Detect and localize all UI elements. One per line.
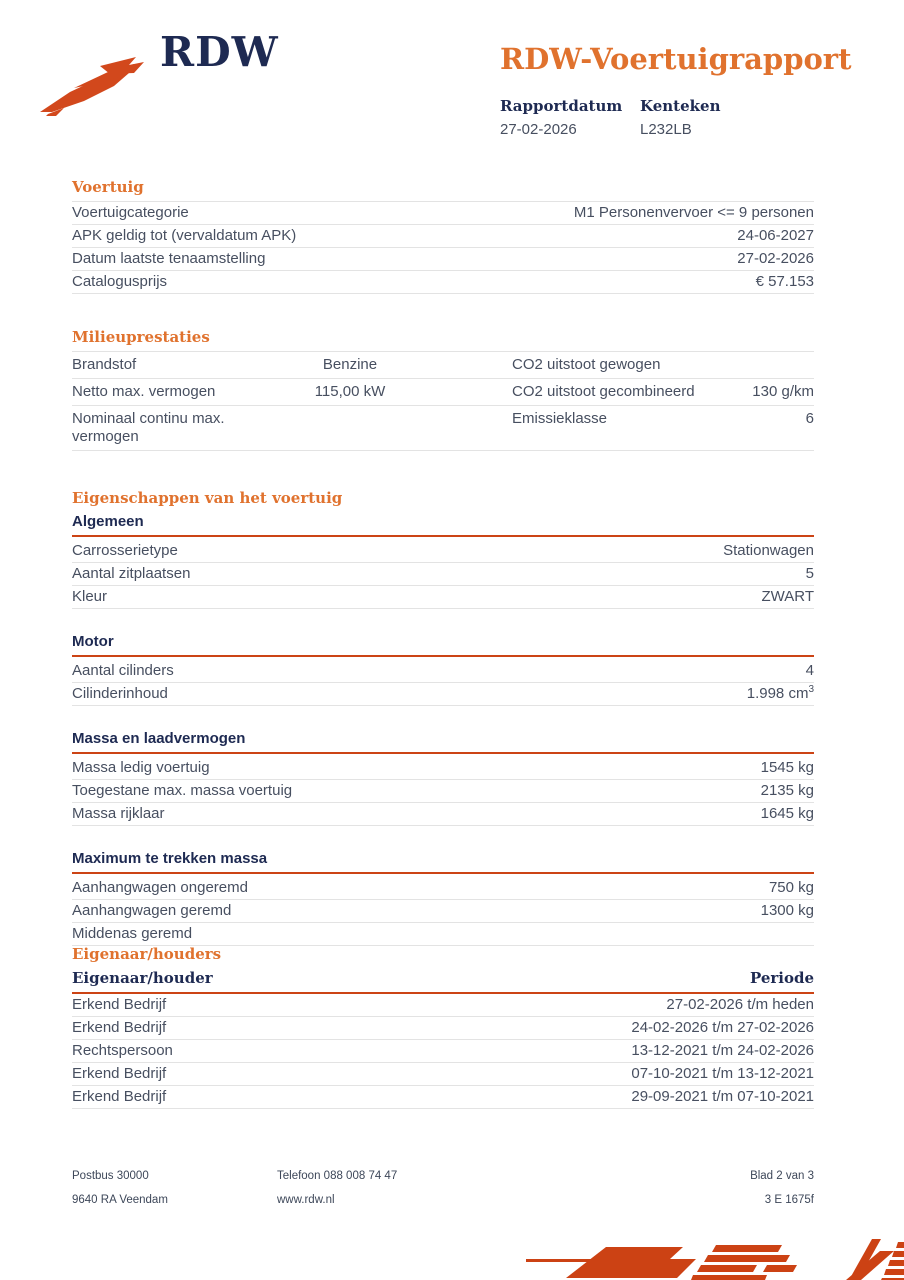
subsection-title: Maximum te trekken massa: [72, 851, 814, 874]
row-label: Aanhangwagen geremd: [72, 902, 232, 919]
row-value: Benzine: [322, 356, 378, 373]
row-label: Voertuigcategorie: [72, 204, 189, 221]
row-label: Aanhangwagen ongeremd: [72, 879, 248, 896]
row-value: M1 Personenvervoer <= 9 personen: [573, 204, 814, 221]
subsection-trekken-massa: [72, 851, 814, 946]
column-header-eigenaar: Eigenaar/houder: [72, 969, 213, 987]
row-label: Rechtspersoon: [72, 1042, 173, 1059]
row-value: 750 kg: [768, 879, 814, 896]
section-eigenaar-houders: [72, 947, 814, 1109]
row-label: Emissieklasse: [512, 410, 608, 427]
row-label: CO2 uitstoot gewogen: [512, 356, 661, 373]
subsection-title: Motor: [72, 634, 814, 657]
table-row: [72, 406, 814, 451]
subsection-motor: [72, 634, 814, 706]
row-label: APK geldig tot (vervaldatum APK): [72, 227, 297, 244]
table-row: [72, 1086, 814, 1109]
row-label: Brandstof: [72, 356, 137, 373]
table-row: [72, 660, 814, 683]
row-label: Massa ledig voertuig: [72, 759, 210, 776]
row-value: 5: [805, 565, 814, 582]
report-header: [500, 42, 852, 138]
row-value: 1545 kg: [760, 759, 814, 776]
massa-table: [72, 757, 814, 826]
footer-page-number: Blad 2 van 3: [750, 1170, 814, 1182]
row-value: € 57.153: [755, 273, 814, 290]
row-value: 24-06-2027: [737, 227, 814, 244]
row-value: 1300 kg: [760, 902, 814, 919]
row-label: Aantal zitplaatsen: [72, 565, 191, 582]
footer-website: www.rdw.nl: [277, 1194, 335, 1206]
table-row: [72, 586, 814, 609]
section-milieuprestaties: [72, 330, 814, 451]
section-title: Eigenaar/houders: [72, 945, 222, 963]
table-row: [72, 1063, 814, 1086]
row-value: 2135 kg: [760, 782, 814, 799]
report-meta: [500, 97, 830, 138]
footer-city: 9640 RA Veendam: [72, 1194, 168, 1206]
table-row: [72, 994, 814, 1017]
section-voertuig: [72, 180, 814, 294]
row-value: Stationwagen: [723, 542, 814, 559]
meta-value: 27-02-2026: [500, 121, 577, 138]
section-title: Voertuig: [72, 178, 144, 196]
meta-rapportdatum: [500, 97, 640, 138]
table-row: [72, 379, 814, 406]
column-header-periode: Periode: [749, 969, 814, 987]
row-value: 24-02-2026 t/m 27-02-2026: [631, 1019, 814, 1036]
row-label: Kleur: [72, 588, 108, 605]
table-row: [72, 923, 814, 946]
row-value: 6: [805, 410, 814, 427]
table-row: [72, 683, 814, 706]
row-label: Middenas geremd: [72, 925, 193, 942]
subsection-title: Algemeen: [72, 514, 814, 537]
row-value: 27-02-2026: [737, 250, 814, 267]
table-row: [72, 877, 814, 900]
footer-speed-stripes-icon: [520, 1234, 904, 1280]
footer-contact: [277, 1168, 750, 1216]
row-label: Erkend Bedrijf: [72, 1065, 167, 1082]
table-row: [72, 225, 814, 248]
row-value: 1645 kg: [760, 805, 814, 822]
row-label: Erkend Bedrijf: [72, 1019, 167, 1036]
table-row: [72, 248, 814, 271]
trekken-massa-table: [72, 877, 814, 946]
footer-doc-code: 3 E 1675f: [764, 1194, 814, 1206]
row-label: Aantal cilinders: [72, 662, 174, 679]
footer-phone: Telefoon 088 008 74 47: [277, 1170, 398, 1182]
meta-label: Rapportdatum: [500, 97, 623, 115]
row-label: Erkend Bedrijf: [72, 1088, 167, 1105]
row-label: Erkend Bedrijf: [72, 996, 167, 1013]
table-row: [72, 1040, 814, 1063]
page-footer: [72, 1168, 814, 1216]
row-value: 4: [805, 662, 814, 679]
row-value: 130 g/km: [752, 383, 814, 400]
page-title: RDW-Voertuigrapport: [500, 42, 852, 76]
section-title: Milieuprestaties: [72, 328, 210, 346]
subsection-title: Massa en laadvermogen: [72, 731, 814, 754]
motor-table: [72, 660, 814, 706]
table-row: [72, 757, 814, 780]
table-row: [72, 900, 814, 923]
row-value: 1.998 $cm^3$: [746, 684, 814, 702]
table-row: [72, 1017, 814, 1040]
subsection-massa: [72, 731, 814, 826]
section-title: Eigenschappen van het voertuig: [72, 489, 343, 507]
row-value: 13-12-2021 t/m 24-02-2026: [631, 1042, 814, 1059]
row-value: 115,00 kW: [314, 383, 386, 400]
row-label: Toegestane max. massa voertuig: [72, 782, 293, 799]
table-row: [72, 540, 814, 563]
table-row: [72, 271, 814, 294]
row-label: Massa rijklaar: [72, 805, 165, 822]
footer-pagination: [750, 1168, 814, 1216]
meta-kenteken: [640, 97, 780, 138]
subsection-algemeen: [72, 514, 814, 609]
row-label: Datum laatste tenaamstelling: [72, 250, 266, 267]
row-value: 27-02-2026 t/m heden: [666, 996, 814, 1013]
meta-value: L232LB: [640, 121, 692, 138]
row-value: 29-09-2021 t/m 07-10-2021: [631, 1088, 814, 1105]
section-eigenschappen: [72, 491, 814, 946]
voertuig-table: [72, 201, 814, 294]
table-row: [72, 352, 814, 379]
eigenaar-table-header: [72, 969, 814, 994]
rdw-logo-text: RDW: [160, 28, 279, 76]
row-label: Catalogusprijs: [72, 273, 168, 290]
footer-address: [72, 1168, 277, 1216]
row-label: Cilinderinhoud: [72, 685, 168, 702]
table-row: [72, 803, 814, 826]
milieu-table: [72, 351, 814, 451]
eigenaar-table: [72, 994, 814, 1109]
row-label: Nominaal continu max. vermogen: [72, 410, 225, 445]
footer-postbus: Postbus 30000: [72, 1170, 149, 1182]
table-row: [72, 563, 814, 586]
row-label: Netto max. vermogen: [72, 383, 216, 400]
rdw-logo-swoosh-icon: [38, 50, 152, 116]
row-label: CO2 uitstoot gecombineerd: [512, 383, 695, 400]
table-row: [72, 202, 814, 225]
row-value: ZWART: [761, 588, 814, 605]
meta-label: Kenteken: [640, 97, 721, 115]
row-value: 07-10-2021 t/m 13-12-2021: [631, 1065, 814, 1082]
algemeen-table: [72, 540, 814, 609]
row-label: Carrosserietype: [72, 542, 178, 559]
table-row: [72, 780, 814, 803]
